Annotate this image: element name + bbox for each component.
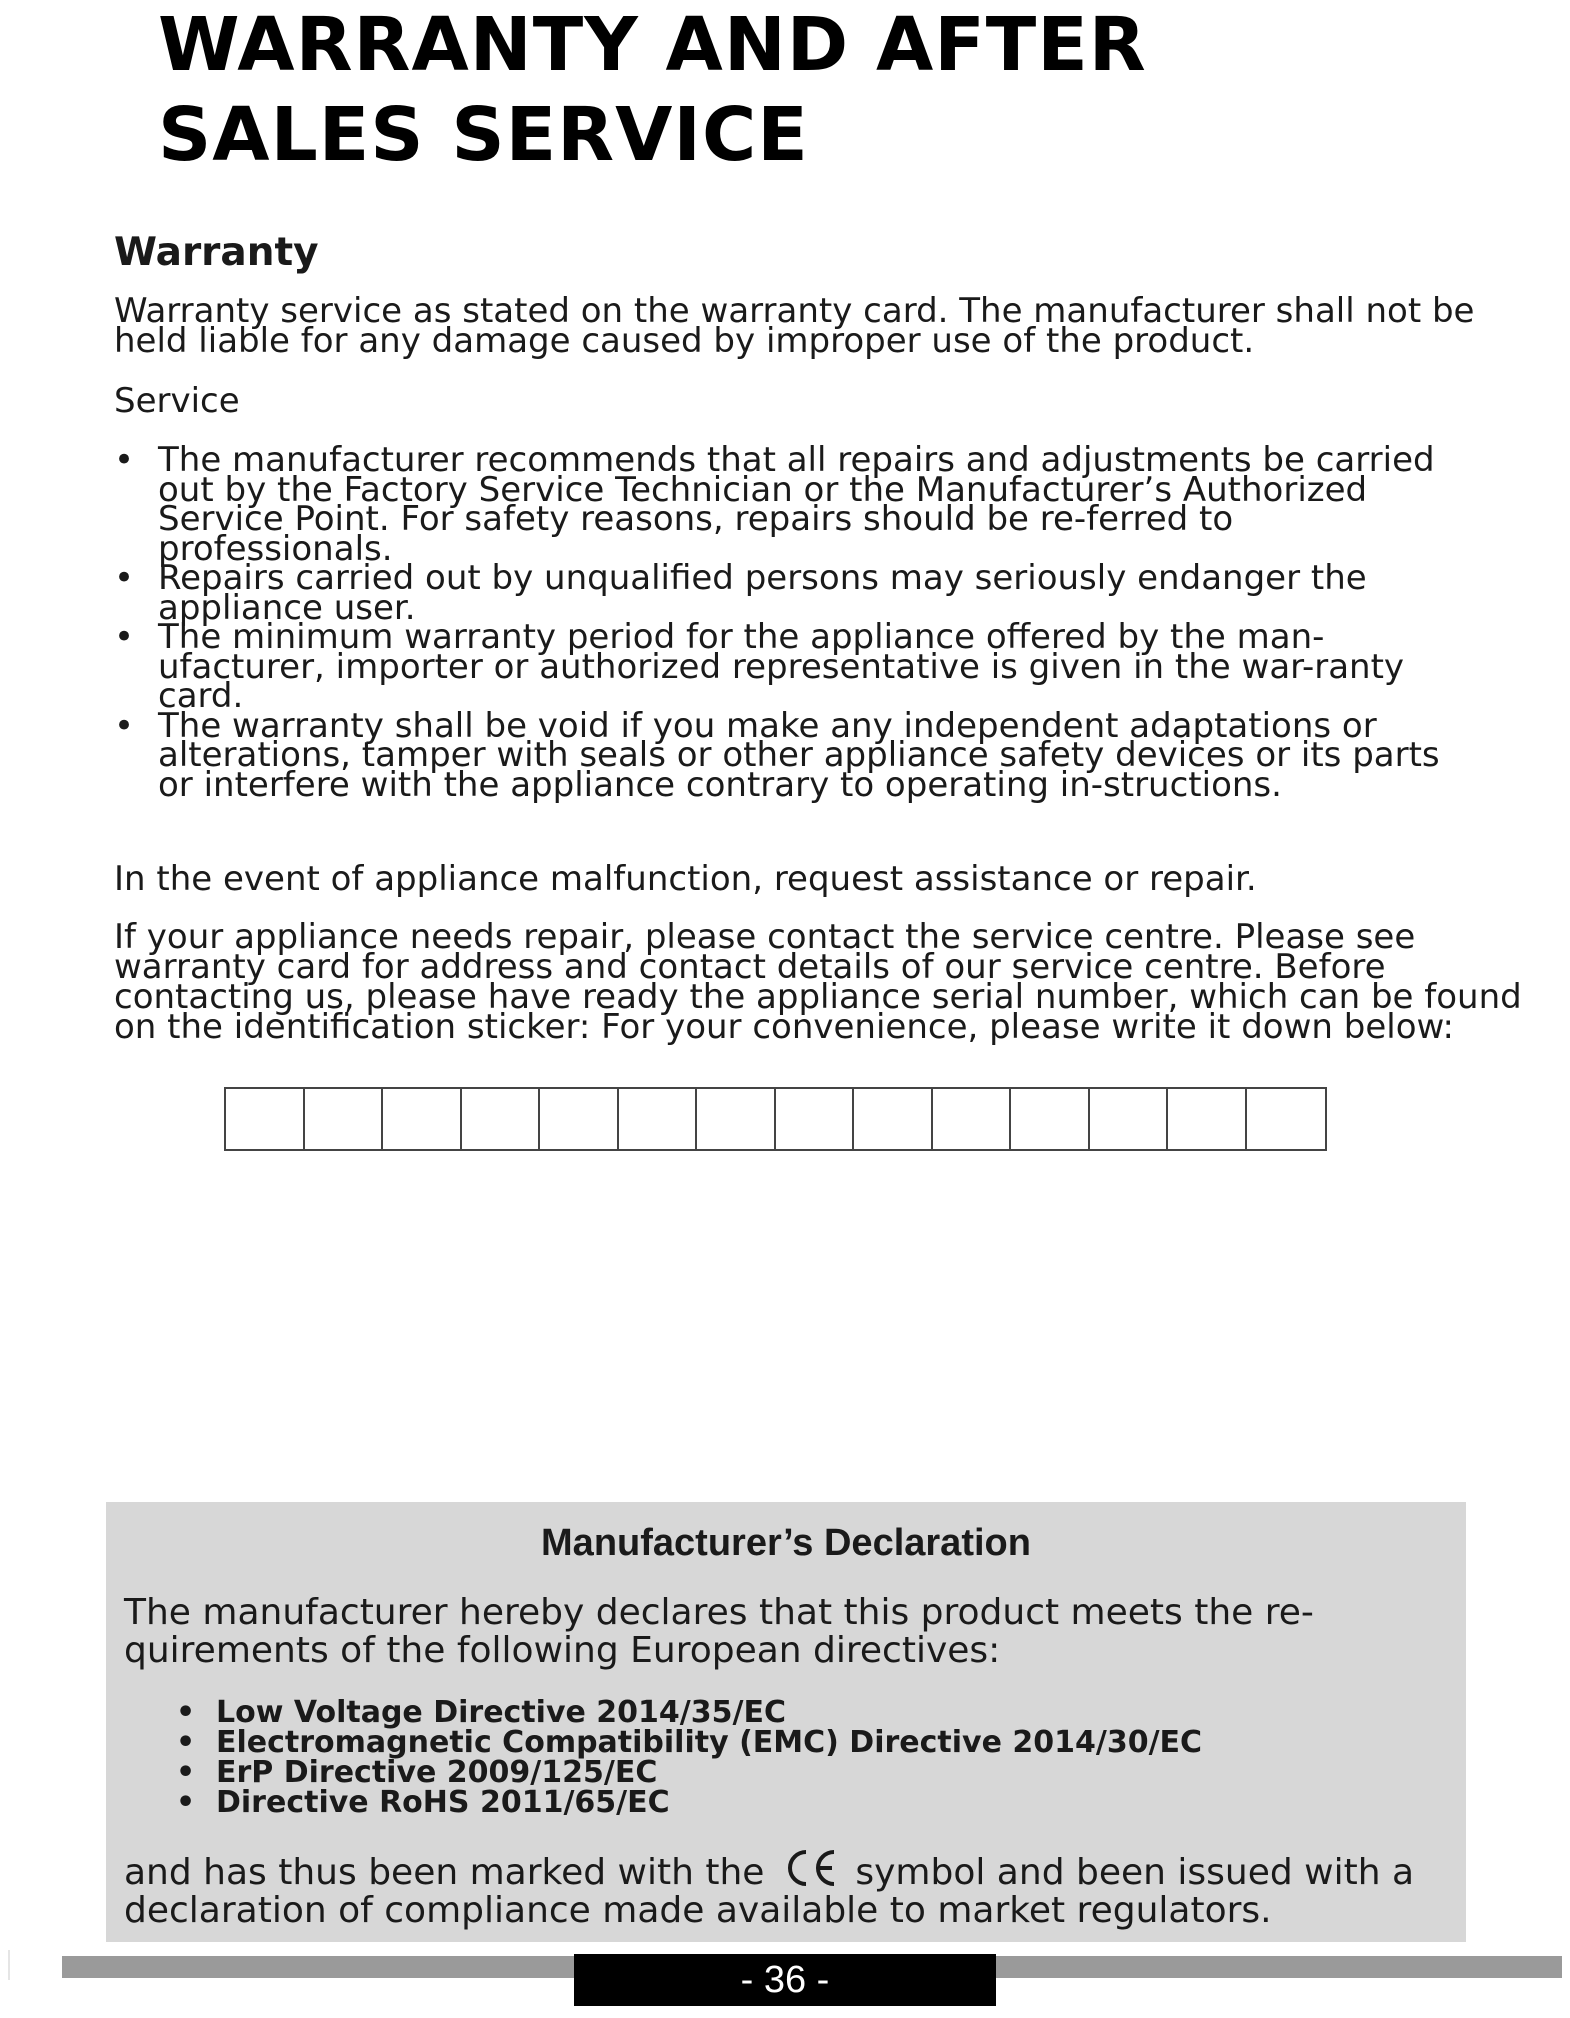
list-item <box>176 1725 1203 1760</box>
bullet-icon: • <box>176 1785 196 1820</box>
bullet-text: Repairs carried out by unqualified persons may seriously endanger the appliance user. <box>158 558 1367 628</box>
closing-text-before: and has thus been marked with the <box>124 1852 765 1893</box>
list-item <box>114 440 1474 569</box>
bullet-icon: • <box>114 440 135 480</box>
serial-digit-box[interactable] <box>854 1089 933 1149</box>
page-number: - 36 - <box>574 1954 996 2006</box>
declaration-closing <box>124 1846 1444 1930</box>
bullet-text: The manufacturer recommends that all repairs and adjustments be carried out by the Factory Service Technician or the Manufacturer’s Authorized Service Point. For safety reasons, repairs should be re-ferred to professionals. <box>158 440 1435 569</box>
bullet-icon: • <box>176 1725 196 1760</box>
serial-digit-box[interactable] <box>619 1089 698 1149</box>
list-item <box>176 1755 1202 1790</box>
bullet-text: The warranty shall be void if you make any independent adaptations or alterations, tamper with seals or other appliance safety devices or its parts or interfere with the appliance contrary to operating in-structions. <box>158 705 1440 805</box>
list-item <box>114 705 1474 805</box>
page-title-line-2: SALES SERVICE <box>158 92 809 178</box>
manufacturers-declaration-box <box>106 1502 1466 1942</box>
directive-list <box>176 1695 1203 1820</box>
bullet-icon: • <box>176 1695 196 1730</box>
malfunction-paragraph: In the event of appliance malfunction, request assistance or repair. <box>114 859 1257 899</box>
closing-text-after: symbol and been issued with a declaration of compliance made available to market regulators. <box>124 1852 1415 1931</box>
bullet-text: The minimum warranty period for the appliance offered by the man-ufacturer, importer or authorized representative is given in the war-ranty card. <box>158 617 1405 716</box>
ce-mark-icon <box>782 1846 842 1890</box>
declaration-intro: The manufacturer hereby declares that this product meets the re-quirements of the following European directives: <box>124 1592 1314 1671</box>
serial-digit-box[interactable] <box>1011 1089 1090 1149</box>
serial-number-grid[interactable] <box>224 1087 1327 1151</box>
repair-paragraph: If your appliance needs repair, please contact the service centre. Please see warranty card for address and contact details of our service centre. Before contacting us, please have ready the appliance serial number, which can be found on the identification sticker: For your convenience, please write it down below: <box>114 917 1522 1047</box>
directive-text: ErP Directive 2009/125/EC <box>216 1755 658 1790</box>
directive-text: Electromagnetic Compatibility (EMC) Directive 2014/30/EC <box>216 1725 1203 1760</box>
serial-digit-box[interactable] <box>1247 1089 1326 1149</box>
bullet-icon: • <box>114 617 135 657</box>
serial-digit-box[interactable] <box>776 1089 855 1149</box>
serial-digit-box[interactable] <box>383 1089 462 1149</box>
serial-digit-box[interactable] <box>697 1089 776 1149</box>
warranty-paragraph: Warranty service as stated on the warranty card. The manufacturer shall not be held liable for any damage caused by improper use of the product. <box>114 291 1475 361</box>
list-item <box>114 617 1474 716</box>
declaration-title: Manufacturer’s Declaration <box>541 1522 1031 1564</box>
bullet-icon: • <box>114 558 135 598</box>
page-edge-line <box>8 1950 10 1980</box>
serial-digit-box[interactable] <box>462 1089 541 1149</box>
directive-text: Directive RoHS 2011/65/EC <box>216 1785 670 1820</box>
bullet-icon: • <box>176 1755 196 1790</box>
list-item <box>114 558 1474 628</box>
service-bullet-list <box>114 440 1474 805</box>
serial-digit-box[interactable] <box>1168 1089 1247 1149</box>
serial-digit-box[interactable] <box>933 1089 1012 1149</box>
directive-text: Low Voltage Directive 2014/35/EC <box>216 1695 786 1730</box>
service-heading: Service <box>114 381 240 421</box>
page-title-line-1: WARRANTY AND AFTER <box>158 2 1147 88</box>
serial-digit-box[interactable] <box>1090 1089 1169 1149</box>
serial-digit-box[interactable] <box>226 1089 305 1149</box>
bullet-icon: • <box>114 705 135 746</box>
list-item <box>176 1695 1202 1730</box>
list-item <box>176 1785 1202 1820</box>
serial-digit-box[interactable] <box>305 1089 384 1149</box>
page-title <box>158 0 1147 180</box>
serial-digit-box[interactable] <box>540 1089 619 1149</box>
warranty-heading: Warranty <box>114 230 319 275</box>
